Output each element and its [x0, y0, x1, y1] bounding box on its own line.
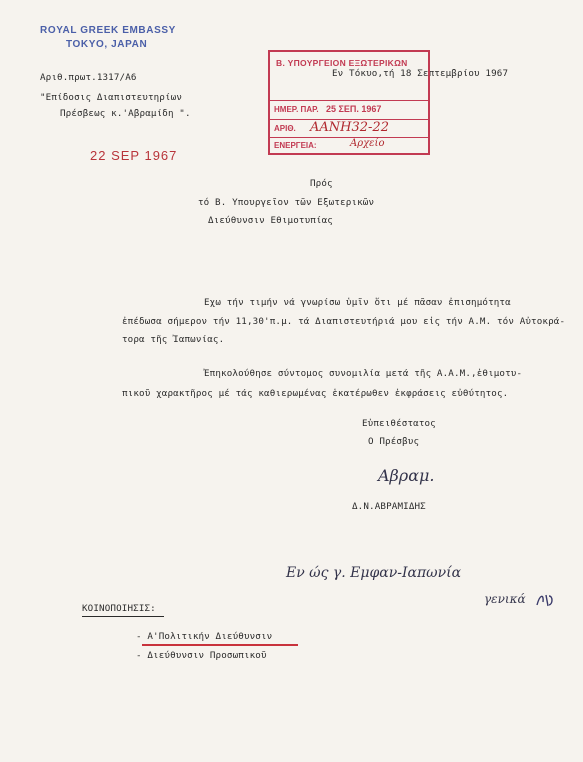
subject-line-2: Πρέσβεως κ.'Αβραμίδη ".	[60, 108, 191, 119]
registry-stamp-title: Β. ΥΠΟΥΡΓΕΙΟΝ ΕΞΩΤΕΡΙΚΩΝ	[276, 58, 408, 68]
body-p1-line-3: τορα τῆς Ἰαπωνίας.	[122, 334, 225, 345]
body-p1-line-2: ἐπέδωσα σήμερον τήν 11,30'π.μ. τά Διαπιστευτήριά μου εἰς τήν Α.Μ. τόν Αὐτοκρά-	[122, 316, 566, 327]
registry-number-label: ΑΡΙΘ.	[274, 124, 296, 133]
handwritten-mark-icon	[534, 590, 556, 610]
signatory-name: Δ.Ν.ΑΒΡΑΜΙΔΗΣ	[352, 501, 426, 512]
distribution-item-1: - Α'Πολιτικήν Διεύθυνσιν	[136, 631, 273, 642]
registry-date-label: ΗΜΕΡ. ΠΑΡ.	[274, 105, 319, 114]
signature: Αβραμ.	[378, 466, 435, 485]
recipient-line-1: τό Β. Υπουργεῖον τῶν Εξωτερικῶν	[198, 197, 375, 208]
closing-line-2: Ο Πρέσβυς	[368, 436, 420, 447]
protocol-number: Αριθ.πρωτ.1317/Α6	[40, 72, 137, 83]
registry-row-number	[270, 119, 428, 137]
distribution-item-2: - Διεύθυνσιν Προσωπικοῦ	[136, 650, 267, 661]
registry-row-action	[270, 137, 428, 153]
body-p1-line-1: Εχω τήν τιμήν νά γνωρίσω ὑμῖν ὅτι μέ πᾶσαν ἐπισημότητα	[204, 297, 511, 308]
place-date: Εν Τόκυο,τή 18 Σεπτεμβρίου 1967	[332, 68, 509, 79]
registry-date-value: 25 ΣΕΠ. 1967	[326, 104, 382, 114]
registry-action-value: Αρχείο	[350, 138, 385, 149]
received-date-stamp: 22 SEP 1967	[90, 148, 178, 163]
registry-number-value: ΑΑΝΗ32-22	[310, 120, 389, 135]
recipient-to: Πρός	[310, 178, 333, 189]
distribution-heading: ΚΟΙΝΟΠΟΙΗΣΙΣ:	[82, 603, 156, 614]
body-p2-line-2: πικοῦ χαρακτῆρος μέ τάς καθιερωμένας ἑκατέρωθεν ἐκφράσεις εὐθύτητος.	[122, 388, 509, 399]
handwritten-note-line-1: Εν ώς γ. Εμφαν-Ιαπωνία	[286, 565, 462, 581]
embassy-stamp-line2: TOKYO, JAPAN	[66, 39, 148, 50]
body-p2-line-1: Ἐπηκολούθησε σύντομος συνομιλία μετά τῆς Α.Α.Μ.,ἐθιμοτυ-	[204, 368, 523, 379]
recipient-line-2: Διεύθυνσιν Εθιμοτυπίας	[208, 215, 333, 226]
registry-action-label: ΕΝΕΡΓΕΙΑ:	[274, 141, 317, 150]
subject-line-1: "Επίδοσις Διαπιστευτηρίων	[40, 92, 183, 103]
distribution-item-1-underline	[142, 644, 298, 646]
distribution-heading-underline	[82, 616, 164, 617]
embassy-stamp-line1: ROYAL GREEK EMBASSY	[40, 25, 176, 36]
registry-row-date	[270, 100, 428, 119]
handwritten-note-line-2: γενικά	[484, 592, 526, 606]
closing-line-1: Εὐπειθέστατος	[362, 418, 436, 429]
registry-stamp	[268, 50, 430, 155]
